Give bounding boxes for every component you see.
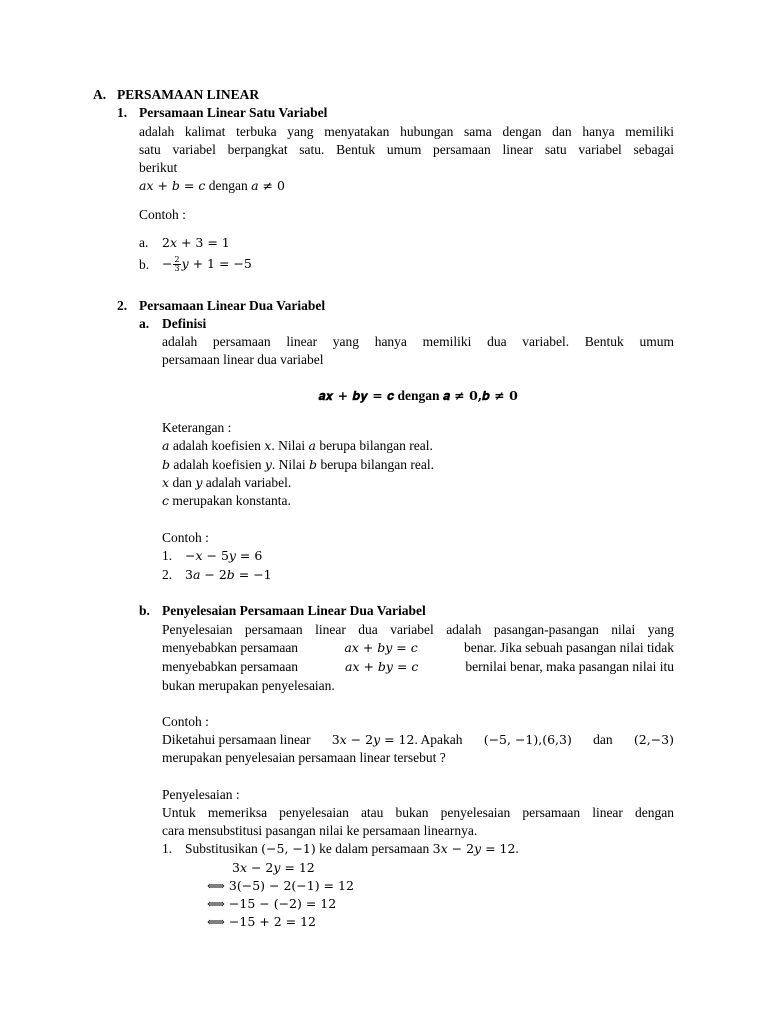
keterangan-line-4 [162,492,291,510]
calc-line-2: ⟺ 3(−5) − 2(−1) = 12 [207,878,354,893]
ket-1-text-3: berupa bilangan real. [315,438,433,453]
s1-paragraph-line-3: berikut [139,160,178,175]
s2-form-mid: dengan [394,388,443,403]
s1-form-mid: dengan [205,178,252,193]
step-1-pair: (−5, −1) [261,841,316,856]
s2b-label: b. [139,603,150,618]
s1-num: 1. [117,105,128,120]
s1-paragraph-line-2: satu variabel berpangkat satu. Bentuk umum persamaan linear satu variabel sebagai [139,142,674,157]
s2b-q-pair-3: (2,−3) [633,732,674,747]
ket-3-text-2: adalah variabel. [202,475,292,490]
keterangan-title: Keterangan : [162,420,232,435]
s2-general-form [162,387,674,405]
ket-2-var-b2: 𝑏 [309,457,318,472]
s2a-title: Definisi [162,316,207,331]
s2a-paragraph-line-1: adalah persamaan linear yang hanya memiliki dua variabel. Bentuk umum [162,334,674,349]
s2b-line-3-text-2: bernilai benar, maka pasangan nilai itu [465,659,674,674]
s2b-paragraph-line-3 [162,658,674,676]
step-1-eq: 3𝑥 − 2𝑦 = 12 [432,841,516,856]
s2a-paragraph-line-2: persamaan linear dua variabel [162,352,324,367]
keterangan-line-2 [162,456,434,474]
keterangan-line-3 [162,474,291,492]
s2-example-2-label: 2. [162,567,173,582]
s2-example-1-label: 1. [162,548,173,563]
step-1-text [185,840,519,858]
s1-form-cond: 𝑎 ≠ 0 [251,178,285,193]
ket-2-var-b: 𝑏 [162,457,171,472]
s1-example-b-rest: 𝑦 + 1 = −5 [181,256,252,271]
penyelesaian-line-1: Untuk memeriksa penyelesaian atau bukan penyelesaian persamaan linear dengan [162,805,674,820]
ket-3-var-y: 𝑦 [195,475,203,490]
s2b-line-3-text-1: menyebabkan persamaan [162,659,299,674]
s2b-paragraph-line-2 [162,639,674,657]
s2-form-eq: 𝒂𝒙 + 𝒃𝒚 = 𝒄 [318,388,395,403]
s1-example-a: 2𝑥 + 3 = 1 [162,235,230,250]
s1-example-b [162,252,252,276]
ket-1-text-1: adalah koefisien [169,438,265,453]
s2b-q-text-3: dan [593,732,613,747]
calc-line-3: ⟺ −15 − (−2) = 12 [207,896,337,911]
ket-3-var-x: 𝑥 [162,475,170,490]
s2b-line-2-text-1: menyebabkan persamaan [162,640,299,655]
s1-general-form [139,177,285,195]
s2-contoh-label: Contoh : [162,530,209,545]
penyelesaian-line-2: cara mensubstitusi pasangan nilai ke persamaan linearnya. [162,823,478,838]
ket-3-text-1: dan [169,475,196,490]
s1-title: Persamaan Linear Satu Variabel [139,105,328,120]
s1-form-eq: 𝑎𝑥 + 𝑏 = 𝑐 [139,178,206,193]
s2b-q-text-1: Diketahui persamaan linear [162,732,311,747]
section-a-label: A. [93,87,107,102]
s2b-paragraph-line-1: Penyelesaian persamaan linear dua variabel adalah pasangan-pasangan nilai yang [162,622,674,637]
s2b-line-2-text-2: benar. Jika sebuah pasangan nilai tidak [464,640,674,655]
s1-paragraph-line-1: adalah kalimat terbuka yang menyatakan hubungan sama dengan dan hanya memiliki [139,124,674,139]
s2-title: Persamaan Linear Dua Variabel [139,298,326,313]
s2b-q-text-2: . Apakah [414,732,463,747]
s2a-label: a. [139,316,150,331]
s2b-contoh-label: Contoh : [162,714,209,729]
s2b-question-line-1 [162,731,674,749]
s1-contoh-label: Contoh : [139,207,186,222]
s1-example-b-label: b. [139,257,150,272]
step-1-text-1: Substitusikan [185,841,262,856]
s2b-question-line-2: merupakan penyelesaian persamaan linear tersebut ? [162,750,446,765]
ket-2-text-2: . Nilai [271,457,310,472]
s2-form-cond: 𝒂 ≠ 𝟎,𝒃 ≠ 𝟎 [442,388,518,403]
s1-example-b-numerator: 2 [174,255,180,264]
ket-2-text-1: adalah koefisien [170,457,265,472]
ket-4-var-c: 𝑐 [162,493,170,508]
ket-4-text: merupakan konstanta. [169,493,291,508]
s1-example-b-fraction [173,256,180,273]
calc-line-4: ⟺ −15 + 2 = 12 [207,914,316,929]
ket-1-var-x: 𝑥 [264,438,272,453]
penyelesaian-title: Penyelesaian : [162,787,240,802]
s2-example-2: 3𝑎 − 2𝑏 = −1 [185,567,272,582]
ket-2-text-3: berupa bilangan real. [317,457,435,472]
s2b-line-2-eq: 𝑎𝑥 + 𝑏𝑦 = 𝑐 [344,640,418,655]
ket-2-var-y: 𝑦 [264,457,272,472]
ket-1-var-a: 𝑎 [162,438,170,453]
s1-example-b-denominator: 3 [174,264,180,273]
ket-1-text-2: . Nilai [271,438,309,453]
step-1-period: . [515,841,519,856]
s2b-q-pairs: (−5, −1),(6,3) [483,732,572,747]
s1-example-a-label: a. [139,235,149,250]
step-1-label: 1. [162,841,173,856]
s2b-title: Penyelesaian Persamaan Linear Dua Variabel [162,603,426,618]
step-1-text-2: ke dalam persamaan [315,841,433,856]
s2-num: 2. [117,298,128,313]
calc-line-1: 3𝑥 − 2𝑦 = 12 [232,860,315,875]
ket-1-var-a2: 𝑎 [308,438,316,453]
keterangan-line-1 [162,437,433,455]
s2b-paragraph-line-4: bukan merupakan penyelesaian. [162,678,335,693]
s2b-line-3-eq: 𝑎𝑥 + 𝑏𝑦 = 𝑐 [345,659,419,674]
s1-example-b-sign: − [162,256,173,271]
s2b-q-eq: 3𝑥 − 2𝑦 = 12 [331,732,415,747]
section-a-title: PERSAMAAN LINEAR [117,87,260,102]
s2-example-1: −𝑥 − 5𝑦 = 6 [185,548,263,563]
